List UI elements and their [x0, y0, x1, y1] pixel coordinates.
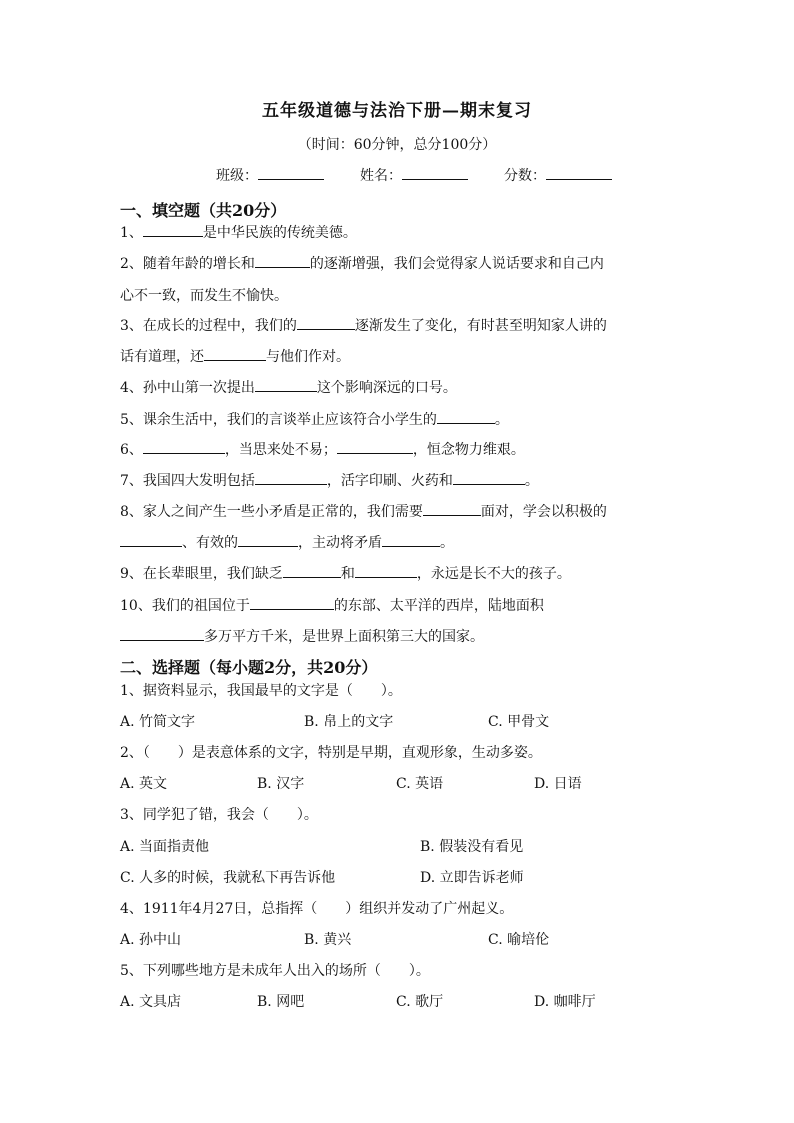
name-field [360, 165, 468, 185]
fill-question-1: 1、 是中华民族的传统美德。 [120, 225, 357, 241]
choice-question-4: 4、1911年4月27日，总指挥（ ）组织并发动了广州起义。 [120, 901, 514, 917]
answer-blank[interactable] [120, 627, 204, 641]
option-a[interactable]: A. 当面指责他 [120, 839, 210, 855]
answer-blank[interactable] [120, 533, 182, 547]
choice-question-1: 1、据资料显示，我国最早的文字是（ ）。 [120, 683, 402, 699]
fill-question-8-cont: 、有效的 ，主动将矛盾 。 [120, 532, 454, 552]
section-fill-blank-heading: 一、填空题（共20分） [120, 201, 287, 220]
fill-question-9: 9、在长辈眼里，我们缺乏 和 ，永远是长不大的孩子。 [120, 566, 571, 582]
answer-blank[interactable] [238, 533, 298, 547]
page-title: 五年级道德与法治下册—期末复习 [262, 101, 532, 121]
section-choice-heading: 二、选择题（每小题2分，共20分） [120, 658, 378, 677]
answer-blank[interactable] [337, 440, 413, 454]
option-c[interactable]: C. 甲骨文 [488, 714, 550, 730]
name-label: 姓名： [360, 168, 402, 184]
option-b[interactable]: B. 帛上的文字 [304, 714, 394, 730]
score-label: 分数： [504, 168, 546, 184]
fill-question-10-cont: 多万平方千米，是世界上面积第三大的国家。 [120, 626, 484, 646]
choice-question-3: 3、同学犯了错，我会（ ）。 [120, 807, 318, 823]
answer-blank[interactable] [255, 471, 327, 485]
class-field [216, 165, 324, 185]
fill-question-7: 7、我国四大发明包括 ，活字印刷、火药和 。 [120, 473, 539, 489]
option-a[interactable]: A. 孙中山 [120, 932, 182, 948]
fill-question-3-cont: 话有道理，还 与他们作对。 [120, 349, 350, 365]
score-field [504, 165, 612, 185]
option-b[interactable]: B. 汉字 [257, 776, 305, 792]
fill-question-8: 8、家人之间产生一些小矛盾是正常的，我们需要 面对，学会以积极的 [120, 504, 607, 520]
class-label: 班级： [216, 168, 258, 184]
option-c[interactable]: C. 喻培伦 [488, 932, 550, 948]
answer-blank[interactable] [255, 254, 310, 268]
option-d[interactable]: D. 咖啡厅 [534, 994, 596, 1010]
option-b[interactable]: B. 假装没有看见 [420, 839, 524, 855]
answer-blank[interactable] [382, 533, 440, 547]
option-d[interactable]: D. 日语 [534, 776, 582, 792]
option-d[interactable]: D. 立即告诉老师 [420, 870, 524, 886]
fill-question-3: 3、在成长的过程中，我们的 逐渐发生了变化，有时甚至明知家人讲的 [120, 318, 607, 334]
answer-blank[interactable] [297, 316, 355, 330]
answer-blank[interactable] [283, 564, 341, 578]
fill-question-4: 4、孙中山第一次提出 这个影响深远的口号。 [120, 380, 457, 396]
option-c[interactable]: C. 英语 [396, 776, 444, 792]
option-b[interactable]: B. 网吧 [257, 994, 305, 1010]
answer-blank[interactable] [355, 564, 417, 578]
name-blank[interactable] [402, 165, 468, 180]
fill-question-6: 6、 ，当思来处不易； ，恒念物力维艰。 [120, 442, 525, 458]
option-a[interactable]: A. 文具店 [120, 994, 182, 1010]
option-c[interactable]: C. 人多的时候，我就私下再告诉他 [120, 870, 336, 886]
option-a[interactable]: A. 英文 [120, 776, 168, 792]
exam-time-info: （时间：60分钟，总分100分） [297, 137, 497, 153]
answer-blank[interactable] [204, 347, 266, 361]
score-blank[interactable] [546, 165, 612, 180]
answer-blank[interactable] [143, 223, 203, 237]
option-b[interactable]: B. 黄兴 [304, 932, 352, 948]
answer-blank[interactable] [453, 471, 525, 485]
fill-question-2-cont: 心不一致，而发生不愉快。 [120, 288, 288, 304]
class-blank[interactable] [258, 165, 324, 180]
option-a[interactable]: A. 竹简文字 [120, 714, 196, 730]
fill-question-5: 5、课余生活中，我们的言谈举止应该符合小学生的 。 [120, 412, 509, 428]
fill-question-2: 2、随着年龄的增长和 的逐渐增强，我们会觉得家人说话要求和自己内 [120, 256, 604, 272]
option-c[interactable]: C. 歌厅 [396, 994, 444, 1010]
answer-blank[interactable] [250, 596, 334, 610]
fill-question-10: 10、我们的祖国位于 的东部、太平洋的西岸，陆地面积 [120, 598, 544, 614]
answer-blank[interactable] [423, 502, 481, 516]
answer-blank[interactable] [437, 410, 495, 424]
answer-blank[interactable] [143, 440, 225, 454]
choice-question-2: 2、（ ）是表意体系的文字，特别是早期，直观形象，生动多姿。 [120, 745, 542, 761]
answer-blank[interactable] [255, 378, 317, 392]
choice-question-5: 5、下列哪些地方是未成年人出入的场所（ ）。 [120, 963, 430, 979]
